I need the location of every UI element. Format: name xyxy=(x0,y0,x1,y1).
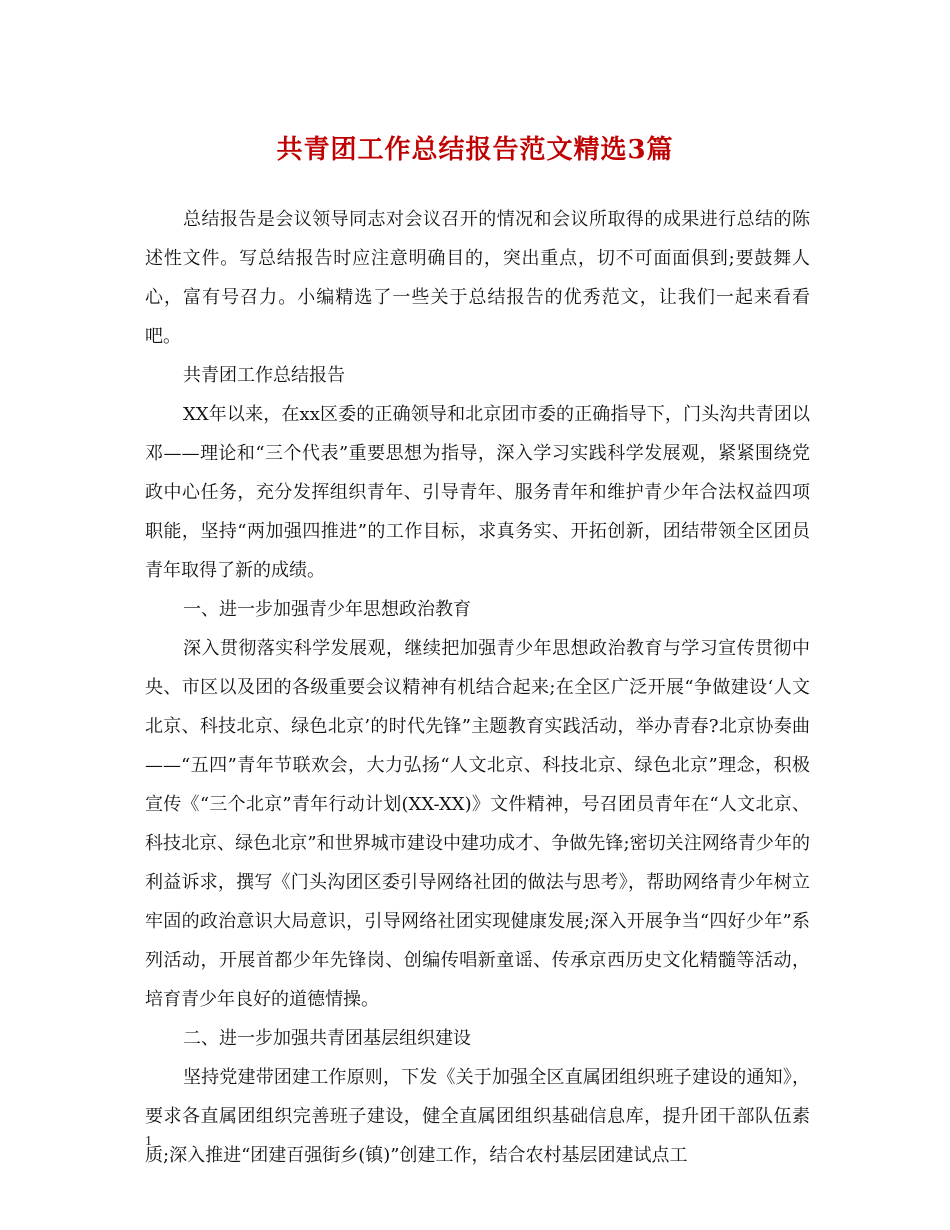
document-title: 共青团工作总结报告范文精选3篇 xyxy=(276,135,674,165)
body-paragraph-1: 深入贯彻落实科学发展观，继续把加强青少年思想政治教育与学习宣传贯彻中央、市区以及团的各级重要会议精神有机结合起来;在全区广泛开展“争做建设‘人文北京、科技北京、绿色北京’的时代先锋”主题教育实践活动，举办青春?北京协奏曲——“五四”青年节联欢会，大力弘扬“人文北京、科技北京、绿色北京”理念，积极宣传《“三个北京”青年行动计划(XX-XX)》文件精神，号召团员青年在“人文北京、科技北京、绿色北京”和世界城市建设中建功成才、争做先锋;密切关注网络青少年的利益诉求，撰写《门头沟团区委引导网络社团的做法与思考》，帮助网络青少年树立牢固的政治意识大局意识，引导网络社团实现健康发展;深入开展争当“四好少年”系列活动，开展首都少年先锋岗、创编传唱新童谣、传承京西历史文化精髓等活动，培育青少年良好的道德情操。 xyxy=(145,638,810,1010)
intro-paragraph: 总结报告是会议领导同志对会议召开的情况和会议所取得的成果进行总结的陈述性文件。写总结报告时应注意明确目的，突出重点，切不可面面俱到;要鼓舞人心，富有号召力。小编精选了一些关于总结报告的优秀范文，让我们一起来看看吧。 xyxy=(145,209,810,347)
document-body xyxy=(145,200,810,1175)
body-paragraph-2: 坚持党建带团建工作原则，下发《关于加强全区直属团组织班子建设的通知》，要求各直属团组织完善班子建设，健全直属团组织基础信息库，提升团干部队伍素质;深入推进“团建百强街乡(镇)”创建工作，结合农村基层团建试点工 xyxy=(145,1067,810,1166)
body-paragraph-overview: XX年以来，在xx区委的正确领导和北京团市委的正确指导下，门头沟共青团以邓——理论和“三个代表”重要思想为指导，深入学习实践科学发展观，紧紧围绕党政中心任务，充分发挥组织青年、引导青年、服务青年和维护青少年合法权益四项职能，坚持“两加强四推进”的工作目标，求真务实、开拓创新，团结带领全区团员青年取得了新的成绩。 xyxy=(145,404,810,581)
section-heading-1: 一、进一步加强青少年思想政治教育 xyxy=(183,599,471,620)
page-number: 1 xyxy=(145,1134,152,1149)
section-heading-2: 二、进一步加强共青团基层组织建设 xyxy=(183,1028,471,1049)
section-heading-report: 共青团工作总结报告 xyxy=(183,365,345,386)
